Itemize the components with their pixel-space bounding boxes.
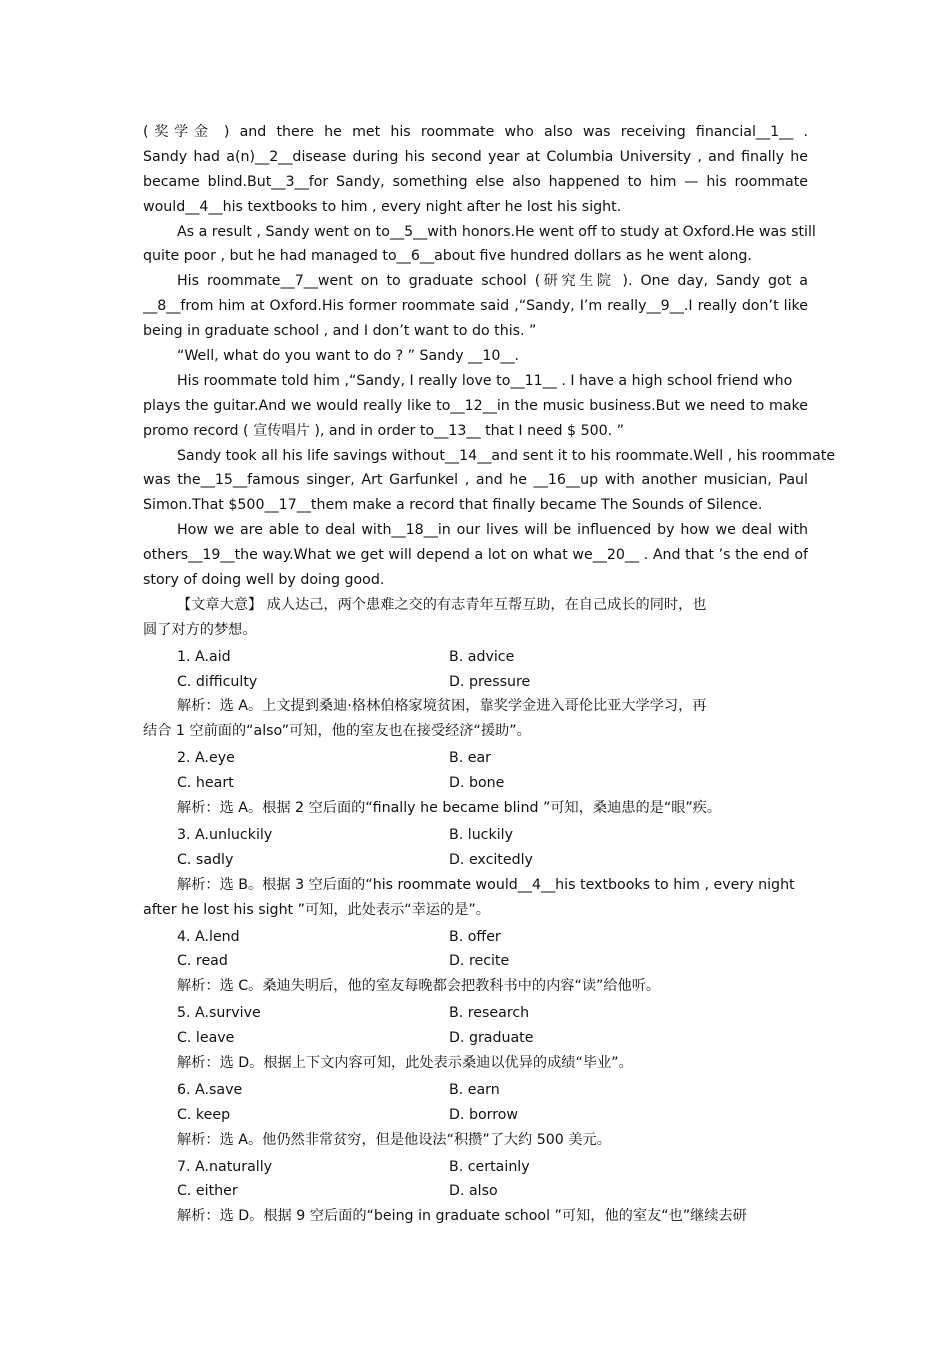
option-row xyxy=(143,1155,808,1180)
passage-line: being in graduate school , and I don’t want to do this. ” xyxy=(143,323,537,340)
passage-line: Sandy had a(n)__2__disease during his second year at Columbia University , and finally he xyxy=(143,148,808,165)
option-a: 1. A.aid xyxy=(177,648,231,665)
passage-line: plays the guitar.And we would really like to__12__in the music business.But we need to make xyxy=(143,397,808,414)
option-b: B. luckily xyxy=(449,826,513,843)
passage-line: “Well, what do you want to do ? ” Sandy __10__. xyxy=(177,348,520,365)
question-item xyxy=(143,746,808,821)
passage xyxy=(143,120,836,593)
passage-line: Simon.That $500__17__them make a record that finally became The Sounds of Silence. xyxy=(143,497,763,514)
option-row xyxy=(143,949,808,974)
option-a: 2. A.eye xyxy=(177,750,235,767)
passage-line: quite poor , but he had managed to__6__about five hundred dollars as he went along. xyxy=(143,248,752,265)
option-row xyxy=(143,1001,808,1026)
option-row xyxy=(143,848,808,873)
option-a: 7. A.naturally xyxy=(177,1158,273,1175)
question-item xyxy=(143,1001,808,1076)
explanation-line: 解析：选 A。他仍然非常贫穷，但是他设法“积攒”了大约 500 美元。 xyxy=(177,1131,611,1148)
explanation-line: 解析：选 D。根据上下文内容可知，此处表示桑迪以优异的成绩“毕业”。 xyxy=(177,1054,633,1071)
explanation-line: 解析：选 B。根据 3 空后面的“his roommate would__4__his textbooks to him , every night xyxy=(177,876,795,893)
passage-line: promo record ( 宣传唱片 ), and in order to__13__ that I need $ 500. ” xyxy=(143,422,625,439)
passage-line: story of doing well by doing good. xyxy=(143,572,385,589)
option-c: C. leave xyxy=(177,1030,235,1047)
option-row xyxy=(143,670,808,695)
option-b: B. certainly xyxy=(449,1158,530,1175)
option-b: B. ear xyxy=(449,750,492,767)
option-b: B. advice xyxy=(449,648,515,665)
option-row xyxy=(143,925,808,950)
option-row xyxy=(143,1078,808,1103)
option-row xyxy=(143,771,808,796)
option-c: C. either xyxy=(177,1183,238,1200)
option-d: D. pressure xyxy=(449,673,531,690)
option-d: D. excitedly xyxy=(449,851,533,868)
question-item xyxy=(143,925,808,1000)
summary-line: 【文章大意】 成人达己，两个患难之交的有志青年互帮互助，在自己成长的同时，也 xyxy=(177,596,707,613)
option-b: B. earn xyxy=(449,1081,500,1098)
question-item xyxy=(143,1155,808,1230)
explanation-line: 解析：选 C。桑迪失明后，他的室友每晚都会把教科书中的内容“读”给他听。 xyxy=(177,978,661,995)
question-item xyxy=(143,645,808,745)
explanation-line: 解析：选 A。上文提到桑迪·格林伯格家境贫困，靠奖学金进入哥伦比亚大学学习，再 xyxy=(177,698,707,715)
option-row xyxy=(143,1179,808,1204)
passage-line: others__19__the way.What we get will depend a lot on what we__20__ . And that ’s the end of xyxy=(143,547,808,564)
option-d: D. recite xyxy=(449,953,510,970)
passage-line: His roommate told him ,“Sandy, I really love to__11__ . I have a high school friend who xyxy=(177,372,793,389)
option-row xyxy=(143,746,808,771)
passage-line: As a result , Sandy went on to__5__with honors.He went off to study at Oxford.He was still xyxy=(177,223,816,240)
passage-line: became blind.But__3__for Sandy, something else also happened to him — his roommate xyxy=(143,173,808,190)
passage-line: How we are able to deal with__18__in our lives will be influenced by how we deal with xyxy=(177,522,808,539)
option-c: C. read xyxy=(177,953,228,970)
summary-line: 圆了对方的梦想。 xyxy=(143,621,257,638)
explanation-line: after he lost his sight ”可知，此处表示“幸运的是”。 xyxy=(143,901,490,918)
question-list xyxy=(143,645,808,1229)
document-page xyxy=(143,120,836,1229)
option-c: C. difficulty xyxy=(177,673,258,690)
option-row xyxy=(143,1103,808,1128)
option-row xyxy=(143,1026,808,1051)
option-d: D. borrow xyxy=(449,1106,519,1123)
option-b: B. offer xyxy=(449,928,501,945)
question-item xyxy=(143,1078,808,1153)
option-a: 6. A.save xyxy=(177,1081,243,1098)
option-row xyxy=(143,823,808,848)
passage-line: (奖学金 ) and there he met his roommate who also was receiving financial__1__ . xyxy=(143,124,808,140)
passage-line: would__4__his textbooks to him , every night after he lost his sight. xyxy=(143,198,622,215)
option-c: C. heart xyxy=(177,775,234,792)
passage-line: His roommate__7__went on to graduate school (研究生院 ). One day, Sandy got a xyxy=(177,273,808,290)
passage-line: __8__from him at Oxford.His former roommate said ,“Sandy, I’m really__9__.I really don’t like xyxy=(143,298,808,315)
option-d: D. also xyxy=(449,1183,498,1200)
question-item xyxy=(143,823,808,923)
option-d: D. bone xyxy=(449,775,505,792)
article-summary xyxy=(143,593,808,643)
option-a: 3. A.unluckily xyxy=(177,826,273,843)
option-b: B. research xyxy=(449,1005,530,1022)
explanation-line: 解析：选 A。根据 2 空后面的“finally he became blind ”可知，桑迪患的是“眼”疾。 xyxy=(177,800,722,817)
passage-line: was the__15__famous singer, Art Garfunkel , and he __16__up with another musician, Paul xyxy=(143,472,808,489)
option-row xyxy=(143,645,808,670)
option-c: C. sadly xyxy=(177,851,234,868)
explanation-line: 结合 1 空前面的“also”可知，他的室友也在接受经济“援助”。 xyxy=(143,723,531,740)
option-a: 5. A.survive xyxy=(177,1005,261,1022)
option-c: C. keep xyxy=(177,1106,231,1123)
passage-line: Sandy took all his life savings without__14__and sent it to his roommate.Well , his roommate xyxy=(177,447,836,464)
option-a: 4. A.lend xyxy=(177,928,240,945)
explanation-line: 解析：选 D。根据 9 空后面的“being in graduate school ”可知，他的室友“也”继续去研 xyxy=(177,1208,747,1225)
option-d: D. graduate xyxy=(449,1030,534,1047)
